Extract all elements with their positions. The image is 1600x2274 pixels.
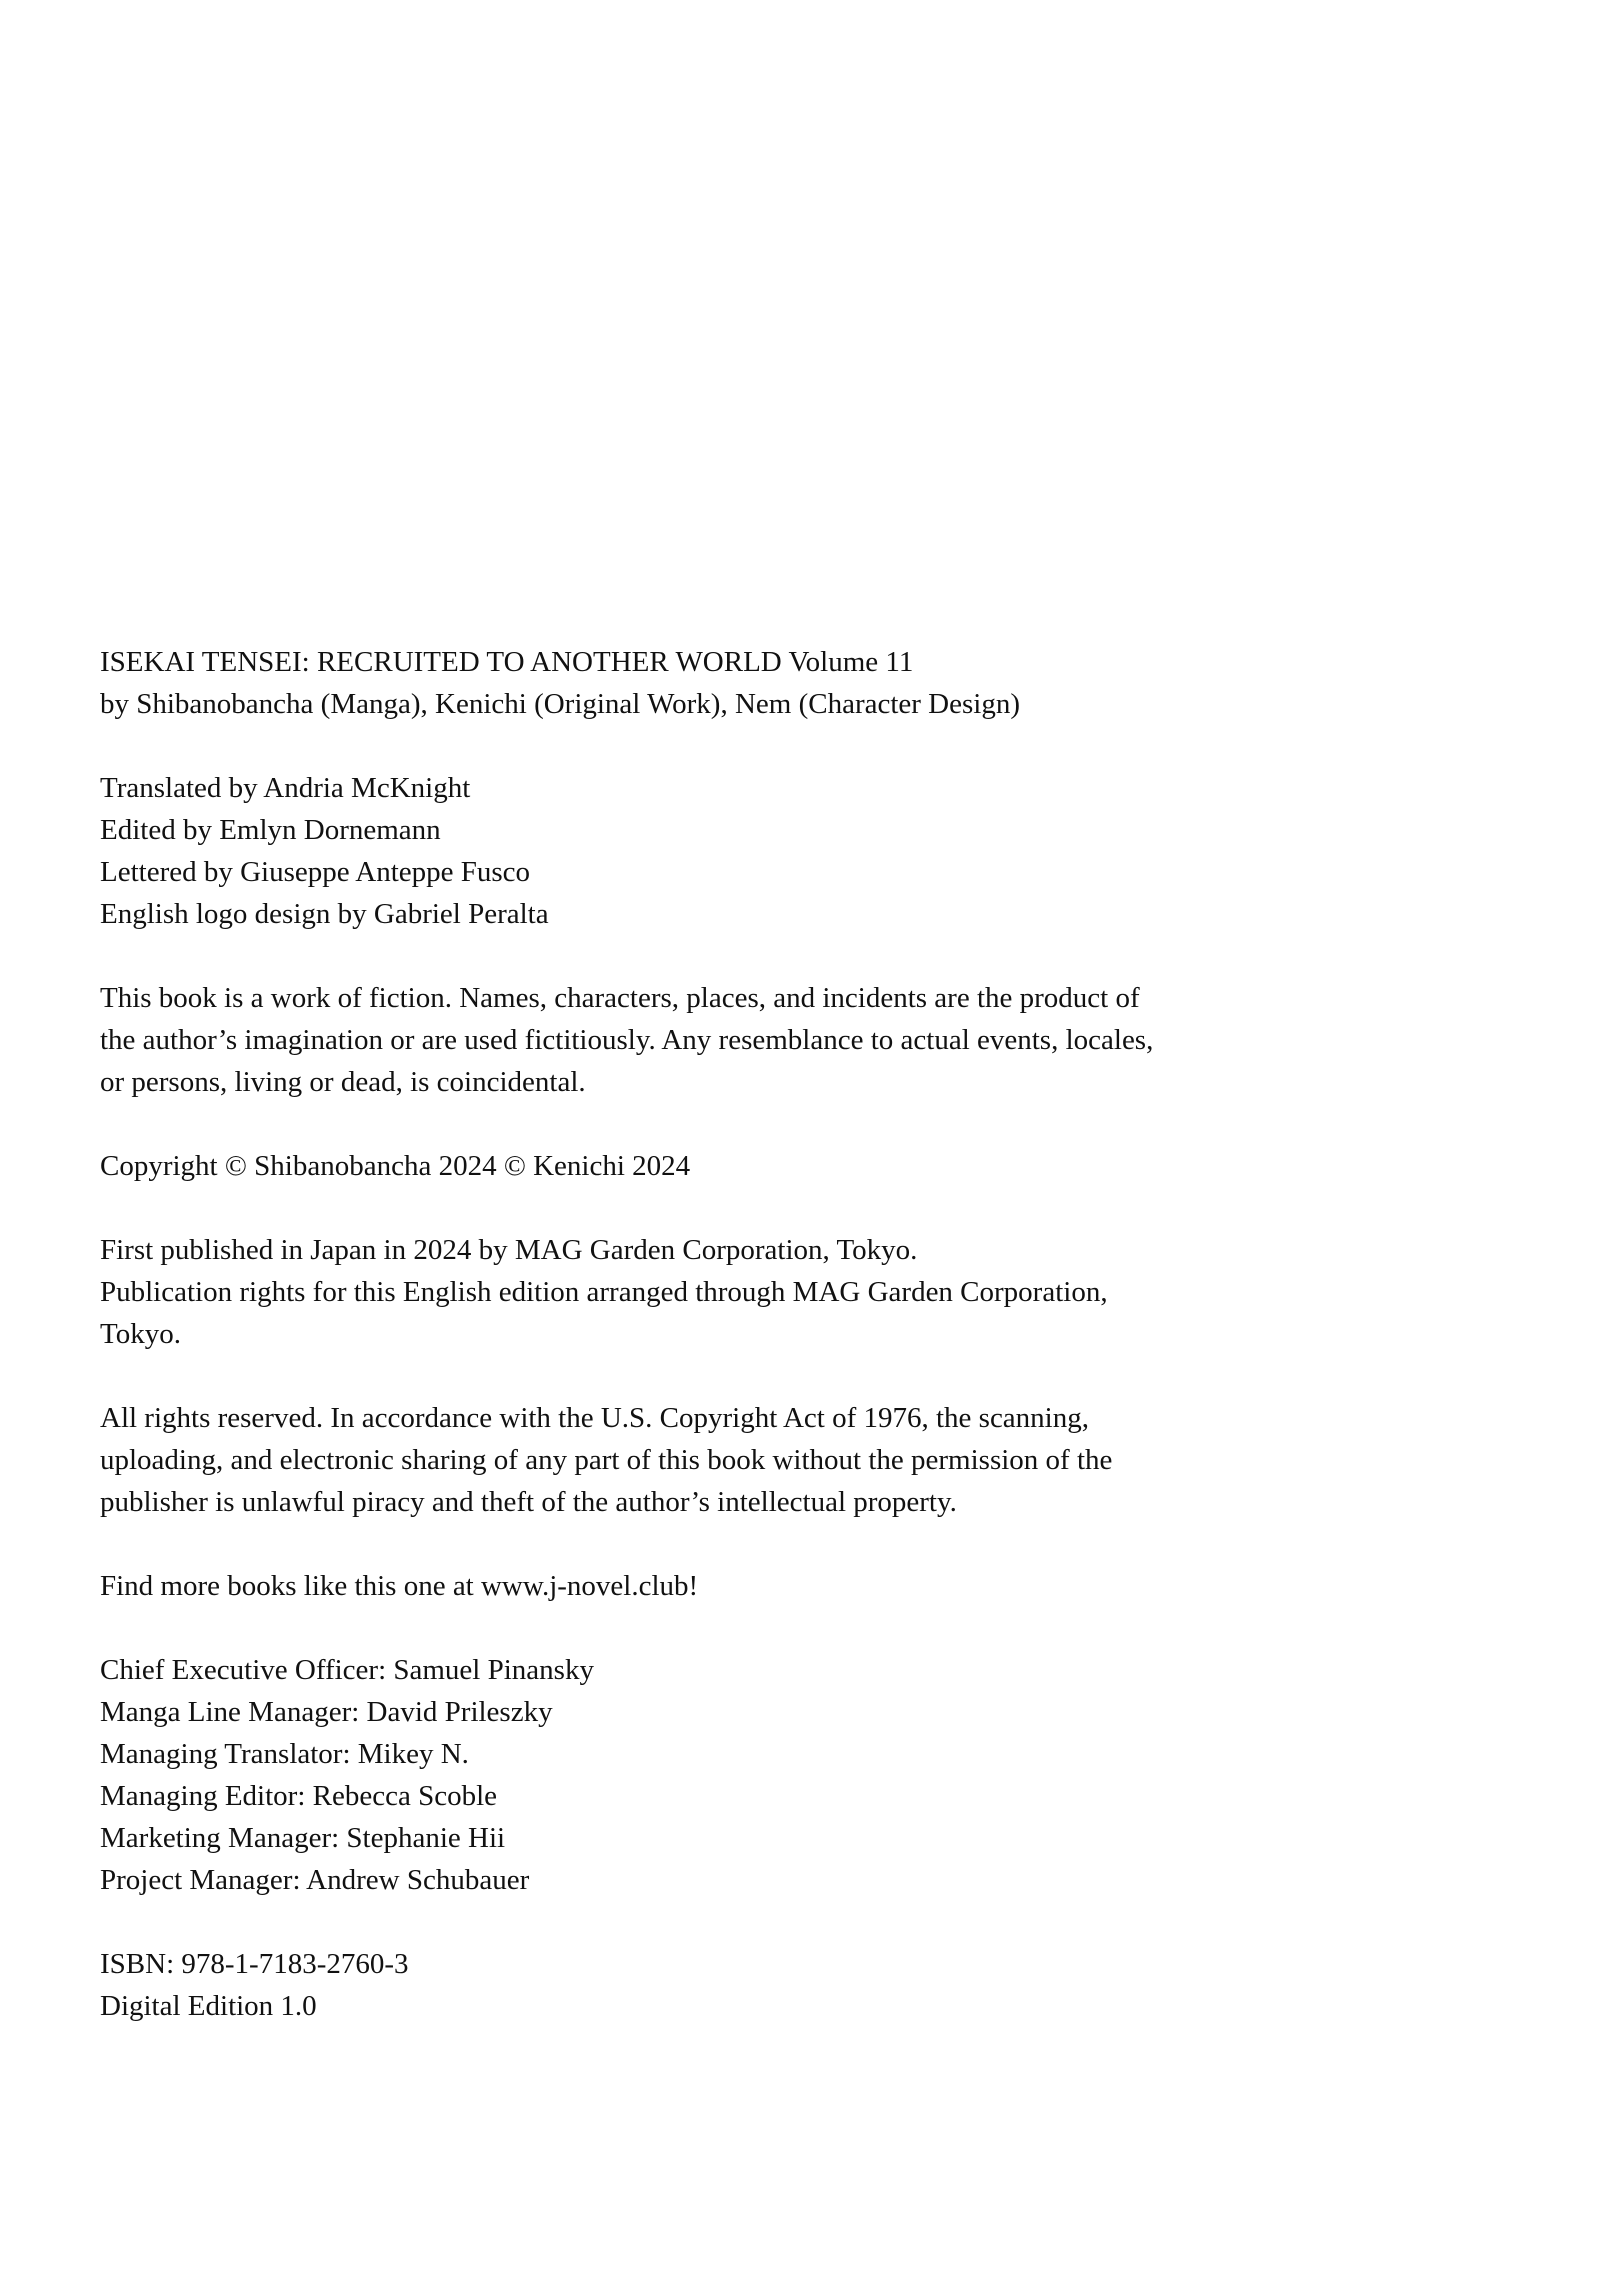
publication-line: Tokyo.: [100, 1318, 181, 1350]
staff-block: [100, 1649, 1440, 1901]
marketing-manager-credit: Marketing Manager: Stephanie Hii: [100, 1822, 506, 1854]
publication-line: First published in Japan in 2024 by MAG Garden Corporation, Tokyo.: [100, 1234, 918, 1266]
byline: by Shibanobancha (Manga), Kenichi (Original Work), Nem (Character Design): [100, 688, 1020, 720]
rights-notice: [100, 1397, 1440, 1523]
translator-credit: Translated by Andria McKnight: [100, 772, 471, 804]
ceo-credit: Chief Executive Officer: Samuel Pinansky: [100, 1654, 594, 1686]
managing-editor-credit: Managing Editor: Rebecca Scoble: [100, 1780, 498, 1812]
promo-line: Find more books like this one at www.j-novel.club!: [100, 1570, 699, 1602]
project-manager-credit: Project Manager: Andrew Schubauer: [100, 1864, 530, 1896]
title-block: [100, 641, 1440, 725]
logo-design-credit: English logo design by Gabriel Peralta: [100, 898, 549, 930]
manga-line-manager-credit: Manga Line Manager: David Prileszky: [100, 1696, 553, 1728]
fiction-disclaimer-line: This book is a work of fiction. Names, characters, places, and incidents are the product of: [100, 982, 1140, 1014]
digital-edition-line: Digital Edition 1.0: [100, 1990, 317, 2022]
publication-info: [100, 1229, 1440, 1355]
fiction-disclaimer: [100, 977, 1440, 1103]
letterer-credit: Lettered by Giuseppe Anteppe Fusco: [100, 856, 531, 888]
rights-line: uploading, and electronic sharing of any part of this book without the permission of the: [100, 1444, 1113, 1476]
isbn-line: ISBN: 978-1-7183-2760-3: [100, 1948, 409, 1980]
fiction-disclaimer-line: the author’s imagination or are used fictitiously. Any resemblance to actual events, locales,: [100, 1024, 1154, 1056]
colophon-text-block: [100, 641, 1440, 2027]
editor-credit: Edited by Emlyn Dornemann: [100, 814, 441, 846]
rights-line: publisher is unlawful piracy and theft of the author’s intellectual property.: [100, 1486, 957, 1518]
promo-line-block: [100, 1565, 1440, 1607]
managing-translator-credit: Managing Translator: Mikey N.: [100, 1738, 469, 1770]
publication-line: Publication rights for this English edition arranged through MAG Garden Corporation,: [100, 1276, 1108, 1308]
copyright-notice: [100, 1145, 1440, 1187]
fiction-disclaimer-line: or persons, living or dead, is coincidental.: [100, 1066, 586, 1098]
copyright-line: Copyright © Shibanobancha 2024 © Kenichi 2024: [100, 1150, 691, 1182]
edition-block: [100, 1943, 1440, 2027]
rights-line: All rights reserved. In accordance with the U.S. Copyright Act of 1976, the scanning,: [100, 1402, 1089, 1434]
book-title: ISEKAI TENSEI: RECRUITED TO ANOTHER WORLD Volume 11: [100, 646, 914, 678]
credits-block: [100, 767, 1440, 935]
